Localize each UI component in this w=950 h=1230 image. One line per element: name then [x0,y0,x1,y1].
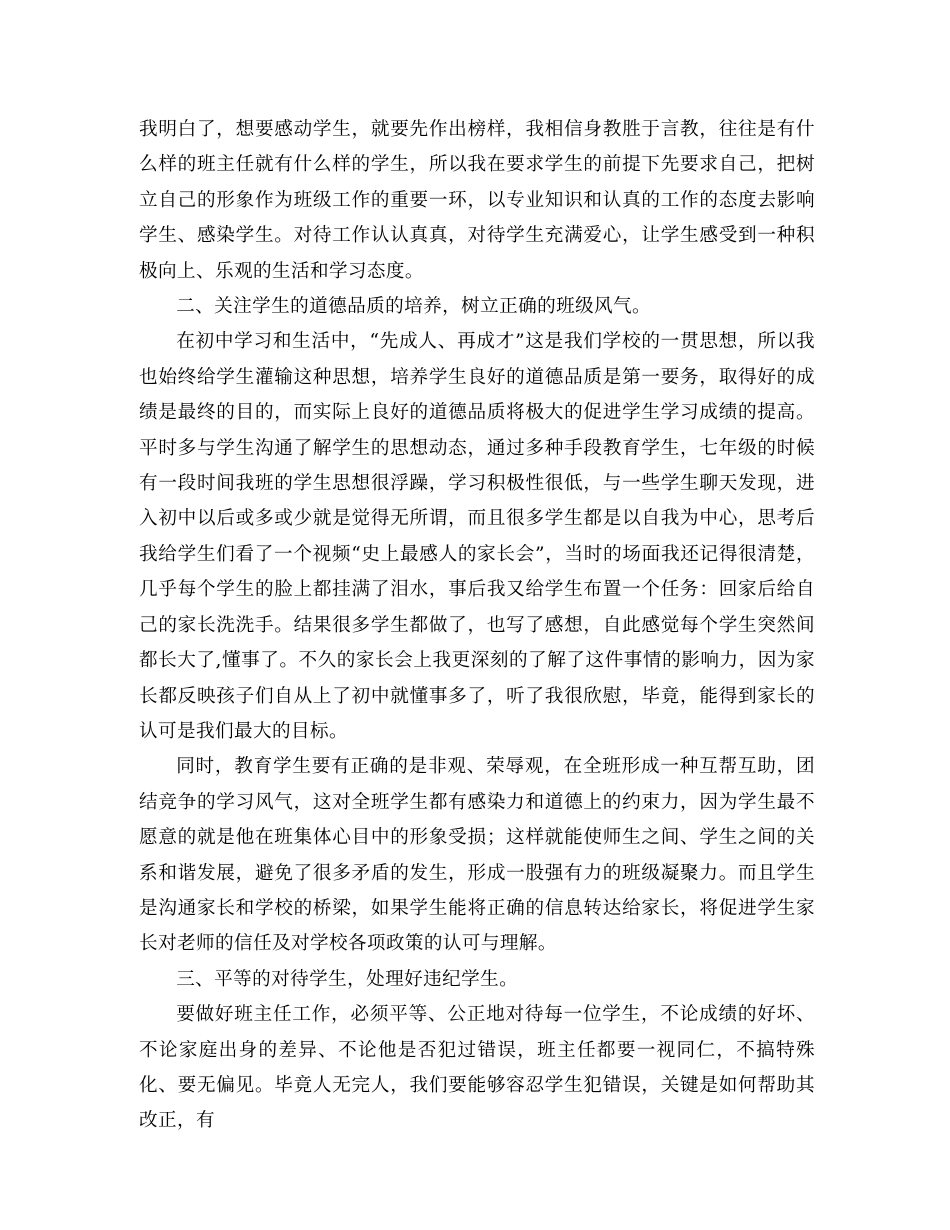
paragraph-3: 在初中学习和生活中，“先成人、再成才”这是我们学校的一贯思想，所以我也始终给学生灌输这种思想，培养学生良好的道德品质是第一要务，取得好的成绩是最终的目的，而实际上良好的道德品质将极大的促进学生学习成绩的提高。平时多与学生沟通了解学生的思想动态，通过多种手段教育学生，七年级的时候有一段时间我班的学生思想很浮躁，学习积极性很低，与一些学生聊天发现，进入初中以后或多或少就是觉得无所谓，而且很多学生都是以自我为中心，思考后我给学生们看了一个视频“史上最感人的家长会”，当时的场面我还记得很清楚，几乎每个学生的脸上都挂满了泪水，事后我又给学生布置一个任务：回家后给自己的家长洗洗手。结果很多学生都做了，也写了感想，自此感觉每个学生突然间都长大了,懂事了。不久的家长会上我更深刻的了解了这件事情的影响力，因为家长都反映孩子们自从上了初中就懂事多了，听了我很欣慰，毕竟，能得到家长的认可是我们最大的目标。 [139,331,815,742]
section-heading-5: 三、平等的对待学生，处理好违纪学生。 [176,968,519,990]
paragraph-4: 同时，教育学生要有正确的是非观、荣辱观，在全班形成一种互帮互助，团结竞争的学习风气，这对全班学生都有感染力和道德上的约束力，因为学生最不愿意的就是他在班集体心目中的形象受损；这样就能使师生之间、学生之间的关系和谐发展，避免了很多矛盾的发生，形成一股强有力的班级凝聚力。而且学生是沟通家长和学校的桥梁，如果学生能将正确的信息转达给家长，将促进学生家长对老师的信任及对学校各项政策的认可与理解。 [139,756,815,955]
paragraph-6: 要做好班主任工作，必须平等、公正地对待每一位学生，不论成绩的好坏、不论家庭出身的差异、不论他是否犯过错误，班主任都要一视同仁，不搞特殊化、要无偏见。毕竟人无完人，我们要能够容忍学生犯错误，关键是如何帮助其改正，有 [139,1004,815,1132]
paragraph-1: 我明白了，想要感动学生，就要先作出榜样，我相信身教胜于言教，往往是有什么样的班主任就有什么样的学生，所以我在要求学生的前提下先要求自己，把树立自己的形象作为班级工作的重要一环，以专业知识和认真的工作的态度去影响学生、感染学生。对待工作认认真真，对待学生充满爱心，让学生感受到一种积极向上、乐观的生活和学习态度。 [139,119,815,282]
section-heading-2: 二、关注学生的道德品质的培养，树立正确的班级风气。 [176,296,652,318]
